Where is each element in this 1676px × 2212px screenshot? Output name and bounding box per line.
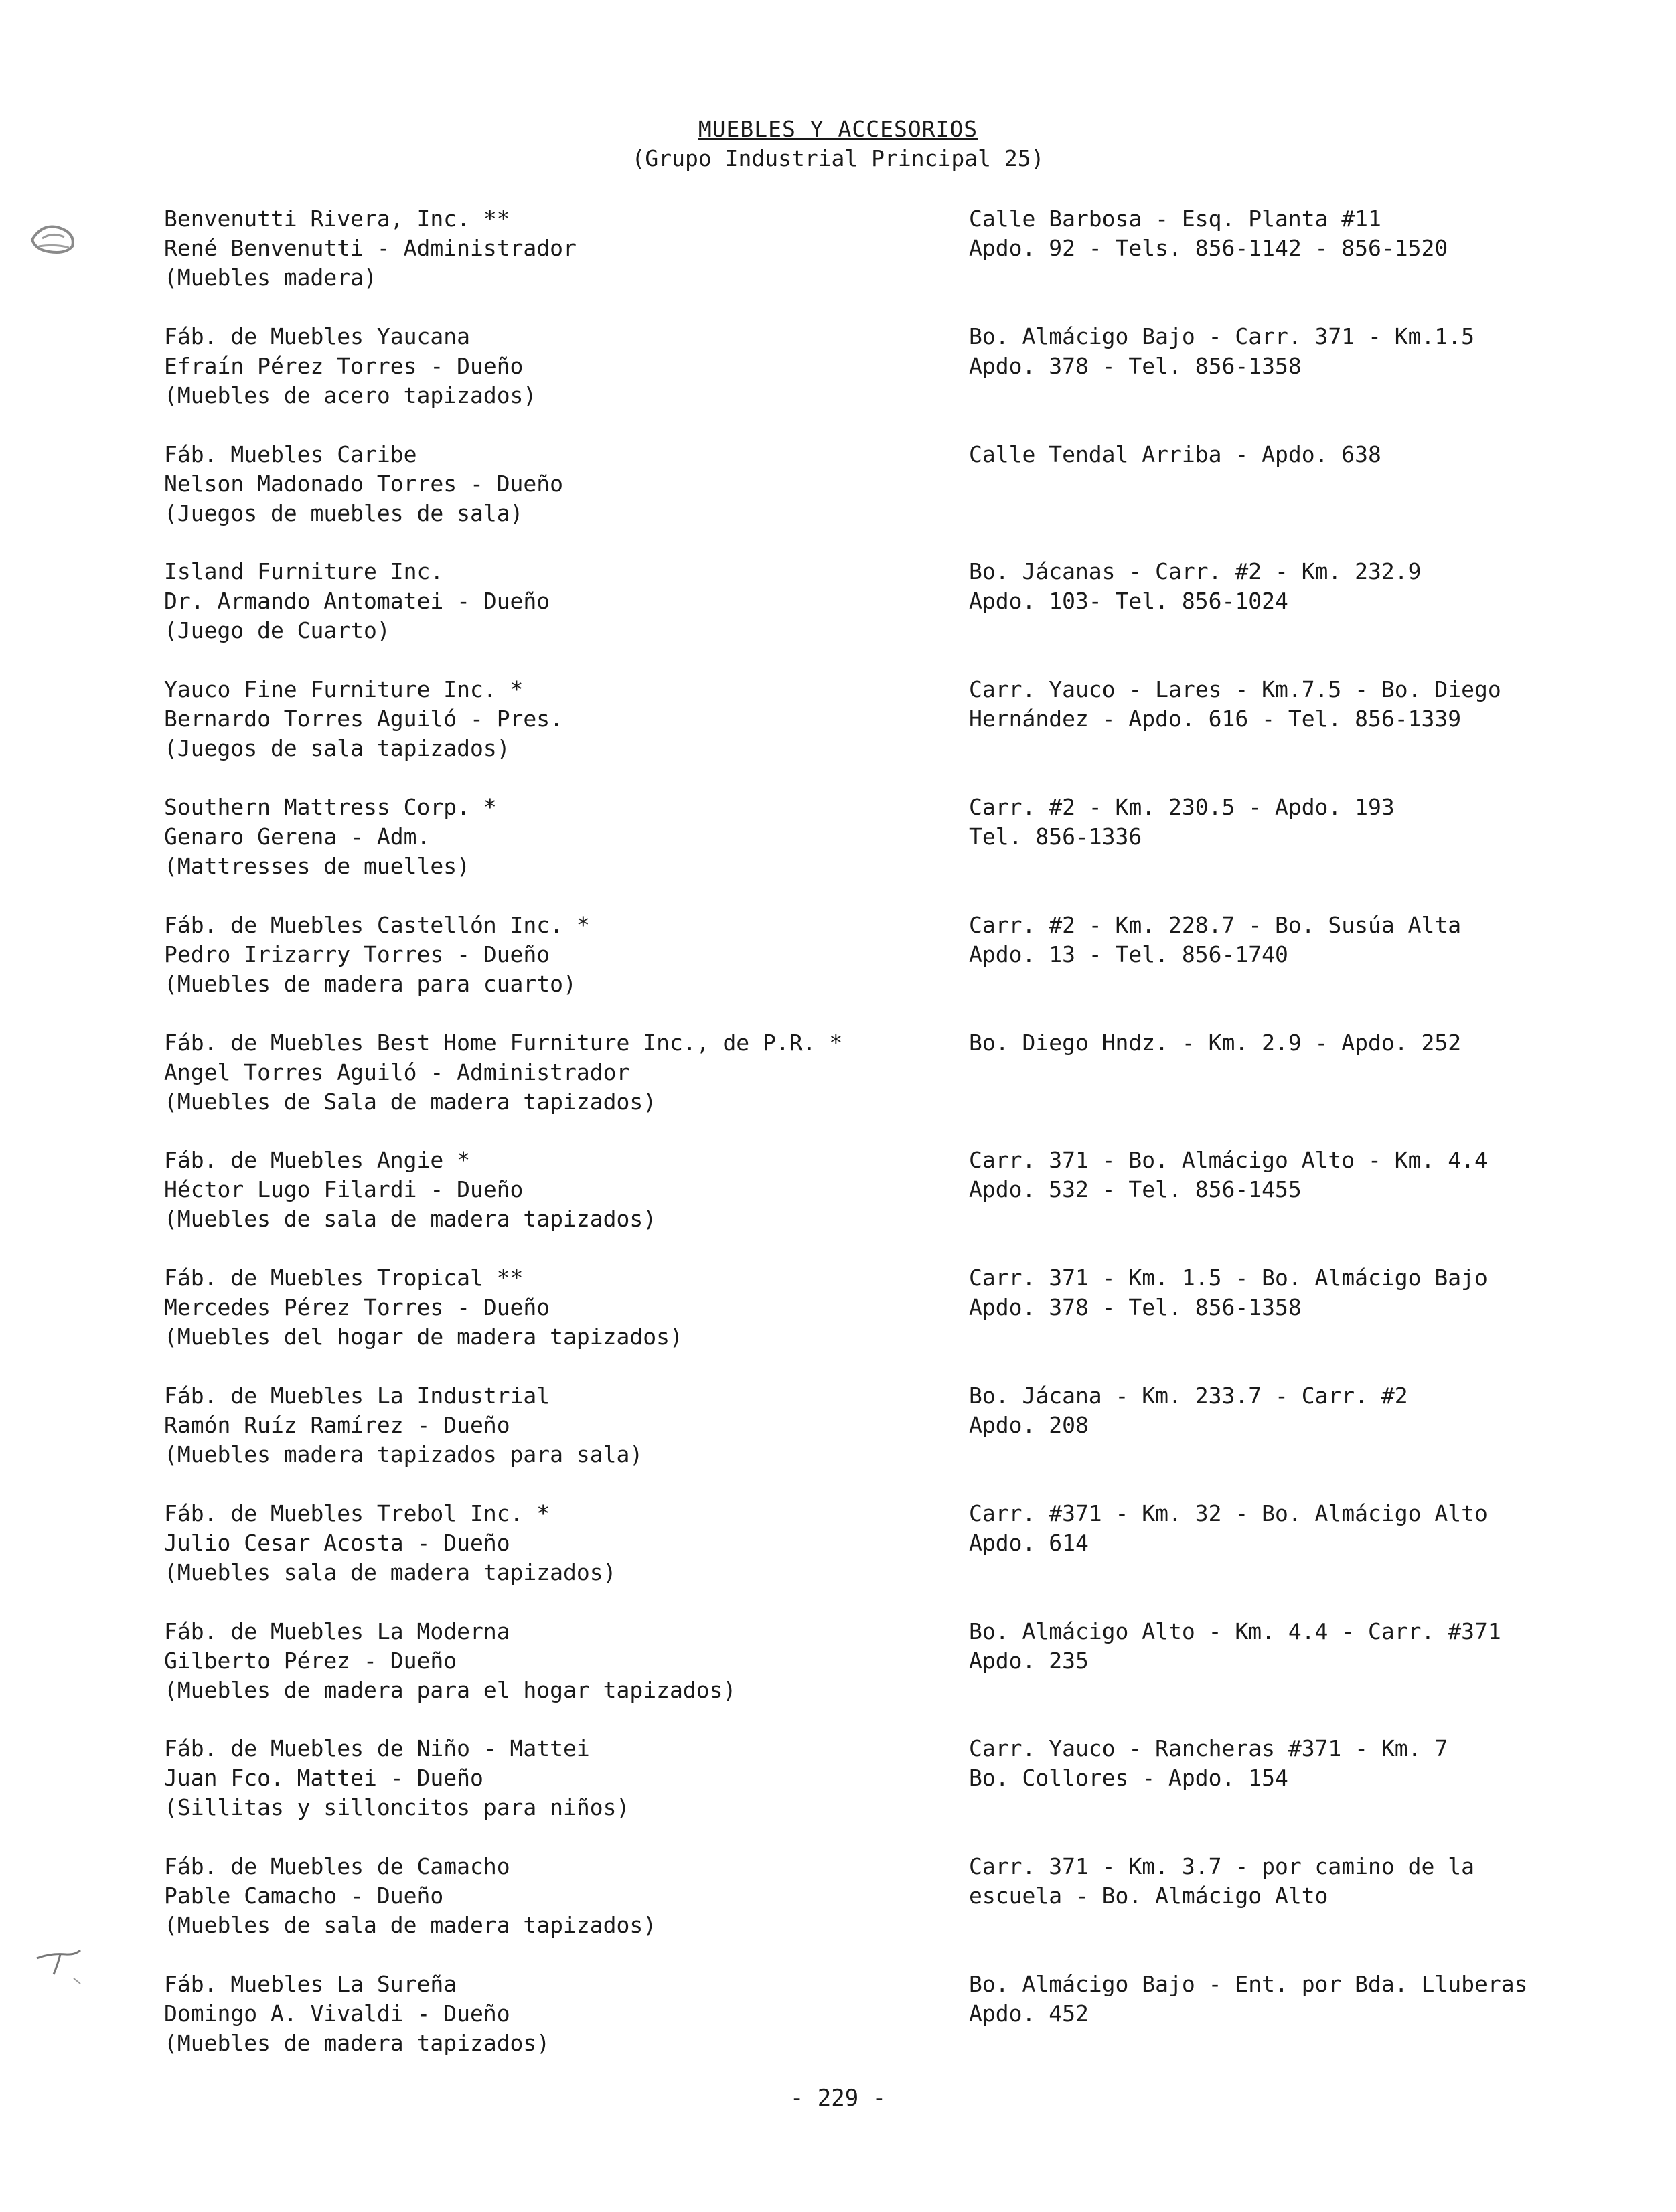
- entry-address-info: [969, 1734, 1659, 1793]
- directory-entry: [0, 1146, 1676, 1239]
- business-name: Fáb. Muebles La Sureña: [164, 1971, 457, 1997]
- owner-name: Bernardo Torres Aguiló - Pres.: [164, 706, 564, 732]
- entry-business-info: [164, 1028, 934, 1117]
- business-name: Fáb. de Muebles Angie *: [164, 1147, 470, 1173]
- address-line: Carr. Yauco - Lares - Km.7.5 - Bo. Diego: [969, 676, 1501, 702]
- address-line: Bo. Almácigo Bajo - Carr. 371 - Km.1.5: [969, 323, 1474, 349]
- entry-address-info: [969, 1146, 1659, 1204]
- directory-entry: [0, 1734, 1676, 1828]
- directory-entry: [0, 1617, 1676, 1711]
- entry-address-info: [969, 1381, 1659, 1440]
- business-name: Yauco Fine Furniture Inc. *: [164, 676, 524, 702]
- business-name: Benvenutti Rivera, Inc. **: [164, 206, 510, 232]
- address-line: Bo. Jácanas - Carr. #2 - Km. 232.9: [969, 558, 1422, 584]
- directory-entry: [0, 1852, 1676, 1946]
- entry-address-info: [969, 1028, 1659, 1058]
- address-line: Carr. #2 - Km. 230.5 - Apdo. 193: [969, 794, 1395, 820]
- address-line: Calle Tendal Arriba - Apdo. 638: [969, 441, 1381, 467]
- business-name: Fáb. de Muebles Best Home Furniture Inc., de P.R. *: [164, 1030, 843, 1056]
- owner-name: Gilberto Pérez - Dueño: [164, 1648, 457, 1674]
- directory-entry: [0, 1381, 1676, 1475]
- owner-name: Nelson Madonado Torres - Dueño: [164, 471, 564, 497]
- directory-entry: [0, 322, 1676, 416]
- product-description: (Juego de Cuarto): [164, 617, 390, 643]
- address-line: Carr. 371 - Km. 3.7 - por camino de la: [969, 1853, 1474, 1879]
- contact-line: Apdo. 235: [969, 1648, 1089, 1674]
- product-description: (Muebles de madera para el hogar tapizados): [164, 1677, 737, 1703]
- entry-address-info: [969, 1263, 1659, 1322]
- contact-line: Apdo. 378 - Tel. 856-1358: [969, 353, 1302, 379]
- business-name: Southern Mattress Corp. *: [164, 794, 497, 820]
- owner-name: René Benvenutti - Administrador: [164, 235, 577, 261]
- entry-address-info: [969, 204, 1659, 263]
- entry-address-info: [969, 793, 1659, 852]
- entry-business-info: [164, 675, 934, 763]
- address-line: Carr. #371 - Km. 32 - Bo. Almácigo Alto: [969, 1500, 1488, 1526]
- entry-address-info: [969, 322, 1659, 381]
- entry-address-info: [969, 557, 1659, 616]
- page-title: MUEBLES Y ACCESORIOS: [698, 116, 978, 142]
- address-line: Carr. #2 - Km. 228.7 - Bo. Susúa Alta: [969, 912, 1462, 938]
- business-name: Fáb. de Muebles La Industrial: [164, 1382, 550, 1409]
- entry-address-info: [969, 440, 1659, 469]
- owner-name: Angel Torres Aguiló - Administrador: [164, 1059, 630, 1085]
- business-name: Fáb. de Muebles La Moderna: [164, 1618, 510, 1644]
- contact-line: Apdo. 532 - Tel. 856-1455: [969, 1176, 1302, 1202]
- entry-address-info: [969, 1970, 1659, 2029]
- contact-line: Apdo. 92 - Tels. 856-1142 - 856-1520: [969, 235, 1448, 261]
- owner-name: Ramón Ruíz Ramírez - Dueño: [164, 1412, 510, 1438]
- entry-address-info: [969, 1852, 1659, 1911]
- business-name: Fáb. de Muebles Tropical **: [164, 1265, 524, 1291]
- directory-entry: [0, 1499, 1676, 1593]
- directory-entry: [0, 204, 1676, 298]
- address-line: Carr. 371 - Km. 1.5 - Bo. Almácigo Bajo: [969, 1265, 1488, 1291]
- directory-entry: [0, 440, 1676, 534]
- directory-entry: [0, 1028, 1676, 1122]
- directory-entry: [0, 793, 1676, 886]
- entry-business-info: [164, 1263, 934, 1352]
- owner-name: Héctor Lugo Filardi - Dueño: [164, 1176, 524, 1202]
- business-name: Fáb. Muebles Caribe: [164, 441, 417, 467]
- business-name: Fáb. de Muebles Yaucana: [164, 323, 470, 349]
- product-description: (Muebles madera tapizados para sala): [164, 1441, 643, 1468]
- entry-address-info: [969, 675, 1659, 734]
- entry-business-info: [164, 1146, 934, 1234]
- address-line: Bo. Jácana - Km. 233.7 - Carr. #2: [969, 1382, 1408, 1409]
- contact-line: Hernández - Apdo. 616 - Tel. 856-1339: [969, 706, 1462, 732]
- directory-entry: [0, 1263, 1676, 1357]
- contact-line: Apdo. 614: [969, 1530, 1089, 1556]
- owner-name: Domingo A. Vivaldi - Dueño: [164, 2000, 510, 2027]
- entry-business-info: [164, 1970, 934, 2058]
- contact-line: Apdo. 452: [969, 2000, 1089, 2027]
- product-description: (Sillitas y silloncitos para niños): [164, 1794, 630, 1820]
- owner-name: Julio Cesar Acosta - Dueño: [164, 1530, 510, 1556]
- address-line: Carr. Yauco - Rancheras #371 - Km. 7: [969, 1735, 1448, 1761]
- owner-name: Efraín Pérez Torres - Dueño: [164, 353, 524, 379]
- page-number: - 229 -: [789, 2085, 887, 2112]
- business-name: Fáb. de Muebles de Camacho: [164, 1853, 510, 1879]
- address-line: Bo. Almácigo Alto - Km. 4.4 - Carr. #371: [969, 1618, 1501, 1644]
- directory-entry: [0, 675, 1676, 769]
- entry-business-info: [164, 557, 934, 645]
- product-description: (Juegos de muebles de sala): [164, 500, 524, 526]
- entry-address-info: [969, 1499, 1659, 1558]
- owner-name: Juan Fco. Mattei - Dueño: [164, 1765, 483, 1791]
- entry-business-info: [164, 793, 934, 881]
- directory-entry: [0, 1970, 1676, 2063]
- entry-business-info: [164, 1734, 934, 1822]
- product-description: (Muebles de madera para cuarto): [164, 971, 577, 997]
- entry-business-info: [164, 911, 934, 999]
- entry-business-info: [164, 1617, 934, 1705]
- product-description: (Muebles de Sala de madera tapizados): [164, 1089, 657, 1115]
- product-description: (Mattresses de muelles): [164, 853, 470, 879]
- entry-business-info: [164, 1852, 934, 1940]
- contact-line: Apdo. 208: [969, 1412, 1089, 1438]
- page-subtitle: (Grupo Industrial Principal 25): [631, 145, 1045, 171]
- contact-line: Apdo. 103- Tel. 856-1024: [969, 588, 1288, 614]
- product-description: (Juegos de sala tapizados): [164, 735, 510, 761]
- owner-name: Pedro Irizarry Torres - Dueño: [164, 941, 550, 967]
- entry-business-info: [164, 322, 934, 410]
- product-description: (Muebles sala de madera tapizados): [164, 1559, 617, 1585]
- owner-name: Dr. Armando Antomatei - Dueño: [164, 588, 550, 614]
- entry-business-info: [164, 1381, 934, 1470]
- entry-business-info: [164, 1499, 934, 1587]
- contact-line: Tel. 856-1336: [969, 823, 1142, 850]
- product-description: (Muebles de sala de madera tapizados): [164, 1912, 657, 1938]
- address-line: Bo. Almácigo Bajo - Ent. por Bda. Lluberas: [969, 1971, 1528, 1997]
- entry-address-info: [969, 911, 1659, 969]
- owner-name: Genaro Gerena - Adm.: [164, 823, 431, 850]
- directory-entry: [0, 911, 1676, 1004]
- entry-business-info: [164, 204, 934, 293]
- product-description: (Muebles de sala de madera tapizados): [164, 1206, 657, 1232]
- contact-line: Apdo. 13 - Tel. 856-1740: [969, 941, 1288, 967]
- product-description: (Muebles del hogar de madera tapizados): [164, 1324, 683, 1350]
- contact-line: escuela - Bo. Almácigo Alto: [969, 1883, 1328, 1909]
- address-line: Bo. Diego Hndz. - Km. 2.9 - Apdo. 252: [969, 1030, 1462, 1056]
- business-name: Fáb. de Muebles Castellón Inc. *: [164, 912, 590, 938]
- product-description: (Muebles madera): [164, 264, 377, 291]
- address-line: Carr. 371 - Bo. Almácigo Alto - Km. 4.4: [969, 1147, 1488, 1173]
- directory-entry: [0, 557, 1676, 651]
- product-description: (Muebles de madera tapizados): [164, 2030, 550, 2056]
- contact-line: Apdo. 378 - Tel. 856-1358: [969, 1294, 1302, 1320]
- business-name: Fáb. de Muebles de Niño - Mattei: [164, 1735, 590, 1761]
- address-line: Calle Barbosa - Esq. Planta #11: [969, 206, 1381, 232]
- business-name: Island Furniture Inc.: [164, 558, 444, 584]
- owner-name: Pable Camacho - Dueño: [164, 1883, 444, 1909]
- product-description: (Muebles de acero tapizados): [164, 382, 537, 408]
- entry-business-info: [164, 440, 934, 528]
- business-name: Fáb. de Muebles Trebol Inc. *: [164, 1500, 550, 1526]
- contact-line: Bo. Collores - Apdo. 154: [969, 1765, 1288, 1791]
- owner-name: Mercedes Pérez Torres - Dueño: [164, 1294, 550, 1320]
- entry-address-info: [969, 1617, 1659, 1676]
